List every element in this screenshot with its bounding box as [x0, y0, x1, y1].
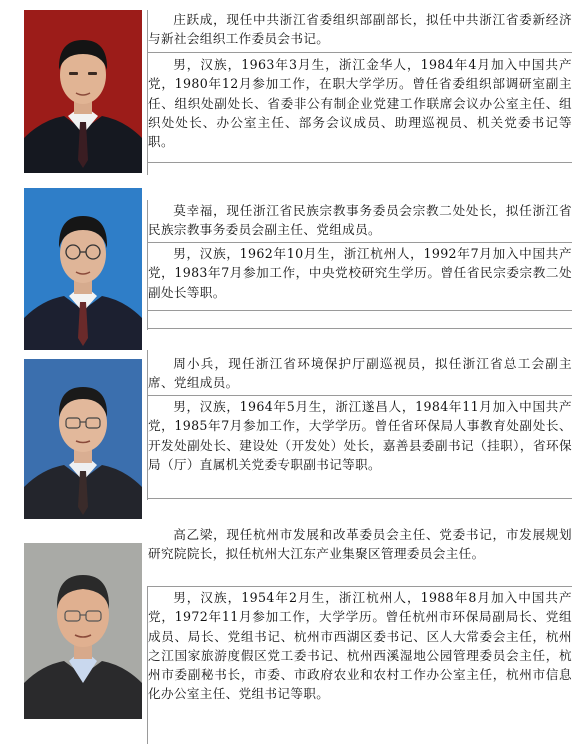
position-text: 庄跃成，现任中共浙江省委组织部副部长，拟任中共浙江省委新经济与新社会组织工作委员会书记。	[148, 12, 572, 47]
bio-text: 男，汉族，1954年2月生，浙江杭州人，1988年8月加入中国共产党，1972年11月参加工作，大学学历。曾任杭州市环保局副局长、党组成员、局长、党组书记、杭州市西湖区委书记、区人大常委会主任，杭州之江国家旅游度假区党工委书记、杭州西溪湿地公园管理委员会主任，杭州市委副秘书长，市委、市政府农业和农村工作办公室主任，杭州市信息化办公室主任、党组书记等职。	[148, 590, 572, 702]
table-border	[148, 498, 572, 499]
bio-cell	[148, 244, 572, 308]
position-cell	[148, 201, 572, 241]
bio-cell	[148, 55, 572, 163]
table-border	[148, 328, 572, 329]
portrait-photo	[24, 543, 142, 719]
portrait-photo	[24, 10, 142, 173]
bio-cell	[148, 588, 572, 744]
portrait-photo	[24, 359, 142, 519]
portrait-photo	[24, 188, 142, 350]
bio-text: 男，汉族，1963年3月生，浙江金华人，1984年4月加入中国共产党，1980年12月参加工作，在职大学学历。曾任省委组织部调研室副主任、组织处副处长、省委非公有制企业党建工作联席会议办公室主任、组织处处长、办公室主任、部务会议成员、助理巡视员、机关党委书记等职。	[148, 57, 572, 150]
bio-cell	[148, 397, 572, 497]
table-border	[148, 52, 572, 53]
table-border	[147, 350, 148, 500]
table-border	[148, 310, 572, 311]
table-border	[148, 242, 572, 243]
position-text: 周小兵，现任浙江省环境保护厅副巡视员，拟任浙江省总工会副主席、党组成员。	[148, 356, 572, 391]
position-text: 莫幸福，现任浙江省民族宗教事务委员会宗教二处处长，拟任浙江省民族宗教事务委员会副主任、党组成员。	[148, 203, 572, 238]
table-border	[147, 200, 148, 330]
table-border	[148, 586, 572, 587]
table-border	[147, 10, 148, 175]
bio-text: 男，汉族，1962年10月生，浙江杭州人，1992年7月加入中国共产党，1983年7月参加工作，中央党校研究生学历。曾任省民宗委宗教二处副处长等职。	[148, 246, 572, 300]
table-border	[148, 395, 572, 396]
position-cell	[148, 525, 572, 585]
table-border	[147, 586, 148, 744]
position-text: 高乙梁，现任杭州市发展和改革委员会主任、党委书记，市发展规划研究院院长，拟任杭州大江东产业集聚区管理委员会主任。	[148, 527, 572, 562]
position-cell	[148, 10, 572, 51]
bio-text: 男，汉族，1964年5月生，浙江遂昌人，1984年11月加入中国共产党，1985年7月参加工作，大学学历。曾任省环保局人事教育处副处长、开发处副处长、建设处（开发处）处长，嘉善县委副书记（挂职），省环保局（厅）直属机关党委专职副书记等职。	[148, 399, 572, 472]
position-cell	[148, 354, 572, 394]
table-border	[148, 162, 572, 163]
